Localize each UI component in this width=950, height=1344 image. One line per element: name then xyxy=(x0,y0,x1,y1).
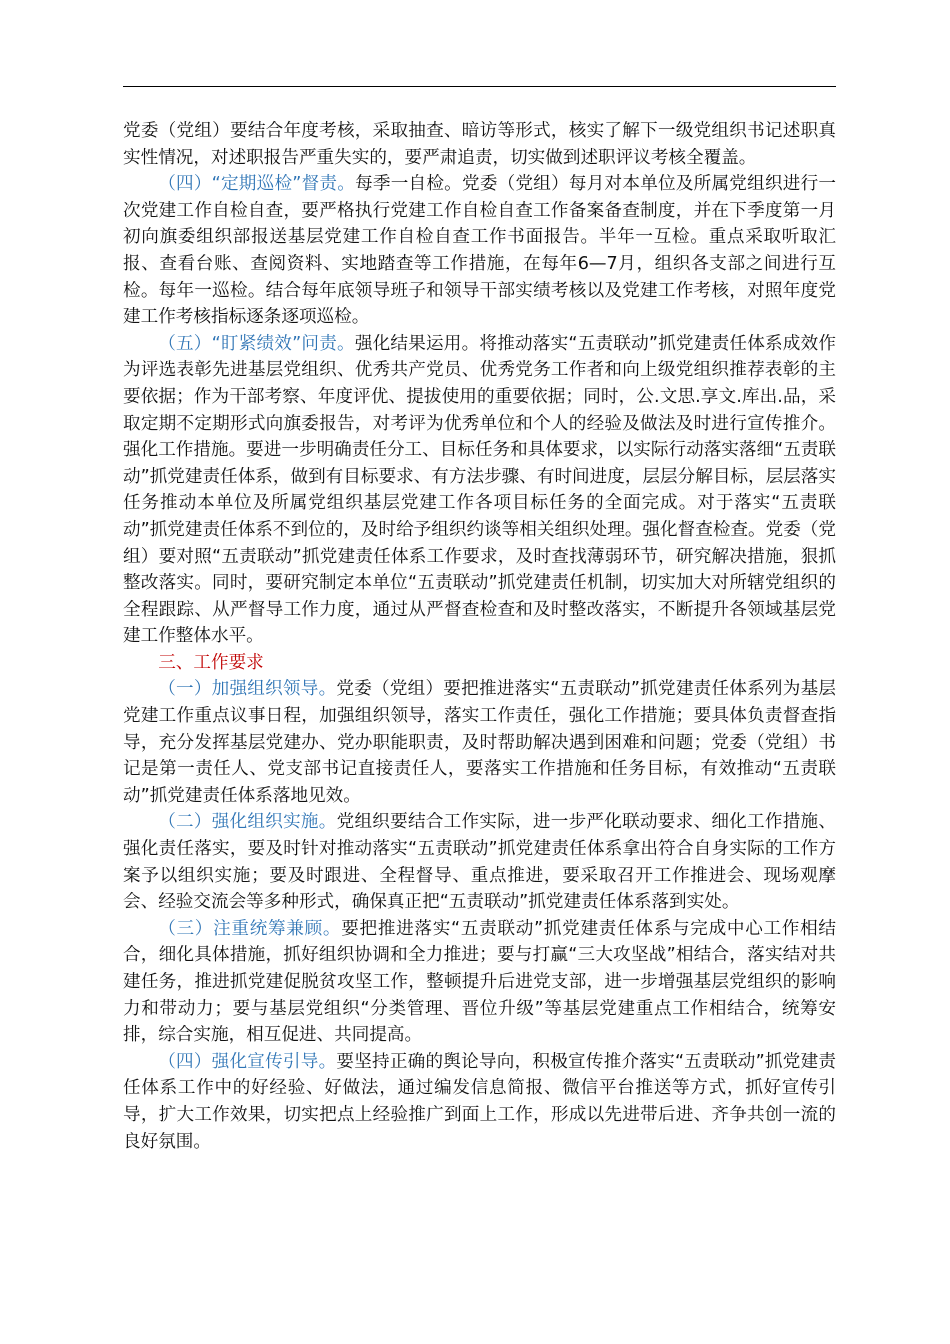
section-title: 三、工作要求 xyxy=(158,652,264,673)
subheading: （一）加强组织领导。 xyxy=(158,679,337,700)
paragraph xyxy=(123,1049,836,1155)
document-body xyxy=(123,118,836,1155)
paragraph-text: 党委（党组）要把推进落实“五责联动”抓党建责任体系列为基层党建工作重点议事日程，加强组织领导，落实工作责任，强化工作措施；要具体负责督查指导，充分发挥基层党建办、党办职能职责，及时帮助解决遇到困难和问题；党委（党组）书记是第一责任人、党支部书记直接责任人，要落实工作措施和任务目标，有效推动“五责联动”抓党建责任体系落地见效。 xyxy=(123,679,836,806)
subheading: （三）注重统筹兼顾。 xyxy=(158,918,342,939)
subheading: （五）“盯紧绩效”问责。 xyxy=(158,333,355,354)
paragraph xyxy=(123,171,836,331)
section-heading xyxy=(123,650,836,677)
paragraph-text: 党组织要结合工作实际，进一步严化联动要求、细化工作措施、强化责任落实，要及时针对推动落实“五责联动”抓党建责任体系拿出符合自身实际的工作方案予以组织实施；要及时跟进、全程督导、重点推进，要采取召开工作推进会、现场观摩会、经验交流会等多种形式，确保真正把“五责联动”抓党建责任体系落到实处。 xyxy=(123,812,836,913)
paragraph-text: 党委（党组）要结合年度考核，采取抽查、暗访等形式，核实了解下一级党组织书记述职真实性情况，对述职报告严重失实的，要严肃追责，切实做到述职评议考核全覆盖。 xyxy=(123,121,836,168)
subheading: （四）强化宣传引导。 xyxy=(158,1051,337,1072)
paragraph xyxy=(123,809,836,915)
paragraph xyxy=(123,118,836,171)
paragraph-text: 要把推进落实“五责联动”抓党建责任体系与完成中心工作相结合，细化具体措施，抓好组织协调和全力推进；要与打赢“三大攻坚战”相结合，落实结对共建任务，推进抓党建促脱贫攻坚工作，整顿提升后进党支部，进一步增强基层党组织的影响力和带动力；要与基层党组织“分类管理、晋位升级”等基层党建重点工作相结合，统筹安排，综合实施，相互促进、共同提高。 xyxy=(123,918,836,1046)
paragraph-text: 每季一自检。党委（党组）每月对本单位及所属党组织进行一次党建工作自检自查，要严格执行党建工作自检自查工作备案备查制度，并在下季度第一月初向旗委组织部报送基层党建工作自检自查工作书面报告。半年一互检。重点采取听取汇报、查看台账、查阅资料、实地踏查等工作措施，在每年6—7月，组织各支部之间进行互检。每年一巡检。结合每年底领导班子和领导干部实绩考核以及党建工作考核，对照年度党建工作考核指标逐条逐项巡检。 xyxy=(123,174,836,328)
subheading: （二）强化组织实施。 xyxy=(158,812,337,833)
paragraph-text: 强化结果运用。将推动落实“五责联动”抓党建责任体系成效作为评选表彰先进基层党组织、优秀共产党员、优秀党务工作者和向上级党组织推荐表彰的主要依据；作为干部考察、年度评优、提拔使用的重要依据；同时，公.文思.享文.库出.品，采取定期不定期形式向旗委报告，对考评为优秀单位和个人的经验及做法及时进行宣传推介。强化工作措施。要进一步明确责任分工、目标任务和具体要求，以实际行动落实落细“五责联动”抓党建责任体系，做到有目标要求、有方法步骤、有时间进度，层层分解目标，层层落实任务推动本单位及所属党组织基层党建工作各项目标任务的全面完成。对于落实“五责联动”抓党建责任体系不到位的，及时给予组织约谈等相关组织处理。强化督查检查。党委（党组）要对照“五责联动”抓党建责任体系工作要求，及时查找薄弱环节，研究解决措施，狠抓整改落实。同时，要研究制定本单位“五责联动”抓党建责任机制，切实加大对所辖党组织的全程跟踪、从严督导工作力度，通过从严督查检查和及时整改落实，不断提升各领域基层党建工作整体水平。 xyxy=(123,333,836,647)
header-rule xyxy=(123,86,836,87)
paragraph-text: 要坚持正确的舆论导向，积极宣传推介落实“五责联动”抓党建责任体系工作中的好经验、好做法，通过编发信息简报、微信平台推送等方式，抓好宣传引导，扩大工作效果，切实把点上经验推广到面上工作，形成以先进带后进、齐争共创一流的良好氛围。 xyxy=(123,1051,836,1152)
paragraph xyxy=(123,916,836,1049)
paragraph xyxy=(123,676,836,809)
subheading: （四）“定期巡检”督责。 xyxy=(158,174,356,195)
paragraph xyxy=(123,331,836,650)
